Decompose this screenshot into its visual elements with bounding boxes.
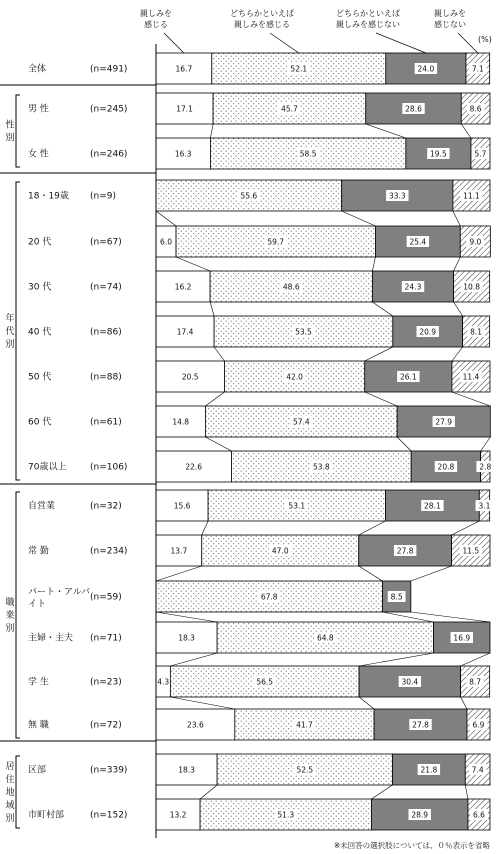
group-bracket: [16, 95, 20, 167]
connector-line: [214, 347, 224, 361]
row-labels: [28, 63, 127, 821]
value-label: 45.7: [281, 104, 298, 114]
row-label: 常 勤: [28, 546, 49, 557]
value-label: 21.8: [420, 765, 438, 775]
value-label: 11.1: [463, 191, 480, 201]
value-label: 13.7: [170, 546, 188, 556]
group-label-char: 性: [5, 120, 15, 131]
value-label: 28.9: [411, 810, 429, 820]
row-n: (n=23): [90, 677, 122, 688]
value-label: 8.6: [469, 104, 482, 114]
connector-line: [454, 257, 461, 271]
connector-line: [461, 653, 490, 666]
value-label: 64.8: [316, 633, 334, 643]
connector-line: [452, 521, 480, 535]
group-dividers: [0, 85, 156, 741]
row-label: 男 性: [28, 104, 49, 115]
legend-headers: [140, 8, 478, 53]
legend-label: 感じる: [144, 20, 168, 29]
value-label: 27.8: [412, 720, 429, 730]
value-label: 53.1: [288, 501, 306, 511]
value-label: 15.6: [173, 501, 191, 511]
value-label: 25.4: [409, 237, 427, 247]
value-label: 11.4: [462, 372, 480, 382]
group-label-char: 別: [5, 340, 15, 350]
legend-label: どちらかといえば: [336, 9, 400, 18]
group-label-char: 業: [5, 611, 15, 621]
row-n: (n=74): [90, 282, 122, 293]
value-label: 16.3: [174, 149, 192, 159]
group-bracket: [16, 492, 20, 738]
row-label: 18・19歳: [28, 191, 69, 202]
row-n: (n=491): [90, 64, 128, 75]
row-n: (n=88): [90, 372, 122, 383]
row-label: 60 代: [28, 417, 52, 428]
value-label: 17.4: [176, 327, 194, 337]
connector-line: [170, 697, 234, 709]
value-label: 47.0: [271, 546, 289, 556]
connector-line: [210, 302, 214, 316]
connector-line: [342, 211, 376, 226]
value-label: 52.5: [296, 765, 314, 775]
connector-line: [359, 566, 383, 581]
value-label: 20.8: [437, 462, 455, 472]
value-label: 6.9: [472, 720, 485, 730]
connector-line: [366, 124, 406, 138]
row-label: パート・アルバ: [28, 587, 91, 598]
value-label: 9.0: [469, 237, 482, 247]
connector-line: [365, 392, 397, 406]
value-label: 48.6: [282, 282, 300, 292]
value-label: 10.8: [463, 282, 480, 292]
row-label: 20 代: [28, 237, 52, 248]
row-label: イト: [28, 599, 47, 610]
connector-line: [205, 392, 224, 406]
footnote: ※未回答の選択肢については、０％表示を省略: [333, 841, 490, 850]
connector-line: [170, 653, 217, 666]
value-label: 22.6: [185, 462, 203, 472]
connector-line: [202, 521, 208, 535]
value-label: 14.8: [172, 417, 190, 427]
group-label-char: 別: [5, 814, 15, 824]
connector-line: [372, 302, 392, 316]
value-label: 42.0: [286, 372, 303, 382]
row-n: (n=71): [90, 633, 122, 644]
row-n: (n=59): [90, 592, 122, 603]
value-label: 4.3: [157, 677, 170, 687]
row-n: (n=72): [90, 720, 122, 731]
row-n: (n=246): [90, 149, 128, 160]
row-n: (n=9): [90, 191, 116, 202]
group-bracket: [16, 756, 20, 828]
value-label: 41.7: [296, 720, 313, 730]
legend-leader: [376, 33, 426, 53]
row-n: (n=61): [90, 417, 122, 428]
row-label: 70歳以上: [28, 462, 67, 473]
connector-line: [359, 521, 386, 535]
group-label-char: 域: [5, 801, 15, 811]
row-label: 学 生: [28, 677, 49, 688]
value-label: 30.4: [401, 677, 419, 687]
value-label: 18.3: [178, 633, 195, 643]
row-label: 無 職: [28, 720, 49, 731]
connector-line: [210, 124, 213, 138]
connector-line: [176, 257, 210, 271]
row-label: 全体: [28, 64, 47, 75]
value-label: 8.1: [470, 327, 483, 337]
connector-line: [359, 697, 374, 709]
value-label: 23.6: [187, 720, 204, 730]
row-label: 30 代: [28, 282, 52, 293]
value-label: 20.9: [419, 327, 437, 337]
value-label: 3.1: [478, 501, 491, 511]
connector-line: [382, 612, 433, 622]
value-label: 13.2: [169, 810, 187, 820]
connector-line: [454, 302, 463, 316]
value-label: 20.5: [181, 372, 199, 382]
value-label: 6.6: [473, 810, 485, 820]
value-label: 8.7: [469, 677, 482, 687]
legend-label: 親しみを感じる: [234, 20, 290, 29]
value-label: 55.6: [240, 191, 258, 201]
connector-line: [359, 653, 433, 666]
value-label: 67.8: [260, 592, 278, 602]
connector-line: [453, 211, 460, 226]
group-label-char: 別: [5, 133, 15, 144]
connector-line: [205, 437, 231, 451]
legend-label: 親しみを: [434, 9, 466, 18]
row-n: (n=152): [90, 810, 128, 821]
value-label: 24.3: [404, 282, 422, 292]
connector-line: [411, 612, 490, 622]
group-label-char: 年: [5, 314, 15, 324]
value-label: 2.8: [479, 462, 492, 472]
connector-line: [411, 566, 452, 581]
group-labels: [5, 95, 20, 828]
value-label: 5.7: [474, 149, 487, 159]
value-label: 56.5: [256, 677, 274, 687]
value-label: 18.3: [178, 765, 195, 775]
value-label: 52.1: [290, 64, 308, 74]
row-n: (n=339): [90, 765, 128, 776]
value-label: 11.5: [462, 546, 480, 556]
value-label: 59.7: [267, 237, 285, 247]
connector-line: [365, 347, 393, 361]
value-label: 26.1: [399, 372, 417, 382]
value-label: 16.9: [453, 633, 471, 643]
legend-leader: [458, 33, 478, 53]
legend-label: どちらかといえば: [230, 9, 294, 18]
value-label: 24.0: [417, 64, 435, 74]
connector-line: [465, 785, 468, 799]
legend-leader: [270, 33, 299, 53]
connector-line: [156, 211, 176, 226]
row-label: 50 代: [28, 372, 52, 383]
connector-line: [452, 347, 463, 361]
value-label: 17.1: [176, 104, 193, 114]
legend-label: 親しみを: [140, 9, 172, 18]
value-label: 6.0: [160, 237, 172, 247]
group-label-char: 居: [5, 762, 15, 772]
value-label: 19.5: [430, 149, 447, 159]
row-n: (n=67): [90, 237, 122, 248]
row-label: 主婦・主夫: [28, 633, 74, 644]
value-label: 51.3: [277, 810, 295, 820]
legend-leader: [164, 33, 184, 53]
bars: [154, 53, 494, 830]
value-label: 16.7: [175, 64, 193, 74]
connector-line: [371, 785, 392, 799]
group-label-char: 職: [5, 598, 15, 608]
connector-line: [461, 697, 467, 709]
value-label: 57.4: [292, 417, 310, 427]
value-label: 58.5: [299, 149, 317, 159]
legend-label: 親しみを感じない: [336, 20, 400, 29]
value-label: 28.1: [424, 501, 441, 511]
group-label-char: 別: [5, 624, 15, 634]
row-label: 女 性: [28, 149, 49, 160]
connector-line: [372, 257, 375, 271]
value-label: 27.9: [435, 417, 453, 427]
value-label: 7.4: [471, 765, 484, 775]
group-label-char: 地: [5, 788, 15, 798]
value-label: 7.1: [471, 64, 484, 74]
row-n: (n=234): [90, 546, 128, 557]
value-label: 28.6: [405, 104, 422, 114]
value-label: 16.2: [174, 282, 192, 292]
value-label: 33.3: [388, 191, 406, 201]
value-label: 53.5: [295, 327, 312, 337]
connector-line: [461, 124, 471, 138]
group-bracket: [16, 182, 20, 480]
row-label: 自営業: [28, 501, 56, 512]
row-n: (n=245): [90, 104, 128, 115]
value-label: 8.5: [390, 592, 403, 602]
connector-line: [452, 392, 490, 406]
legend-label: 感じない: [434, 20, 466, 29]
value-label: 27.8: [396, 546, 414, 556]
connector-line: [397, 437, 411, 451]
unit-label: (%): [478, 35, 492, 44]
row-n: (n=106): [90, 462, 128, 473]
row-label: 区部: [28, 765, 47, 776]
row-n: (n=86): [90, 327, 122, 338]
connector-line: [156, 612, 217, 622]
row-n: (n=32): [90, 501, 122, 512]
value-label: 53.8: [312, 462, 330, 472]
row-label: 市町村部: [28, 810, 65, 821]
group-label-char: 代: [5, 327, 15, 337]
connector-line: [156, 566, 202, 581]
connector-line: [481, 437, 491, 451]
group-label-char: 住: [5, 775, 15, 785]
connector-line: [200, 785, 217, 799]
row-label: 40 代: [28, 327, 52, 338]
